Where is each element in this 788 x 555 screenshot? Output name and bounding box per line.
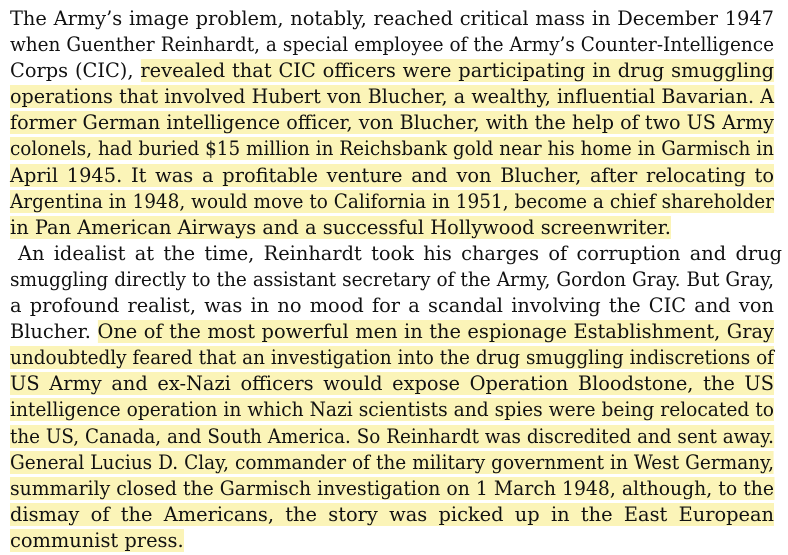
text-line (10, 136, 774, 162)
text-line (10, 450, 774, 476)
text-line (10, 502, 774, 528)
highlighted-text: US Army and ex-Nazi officers would expose Operation Bloodstone, the US (10, 372, 774, 396)
text-line (10, 424, 774, 450)
document-page (10, 6, 782, 554)
text-segment: Blucher. (10, 320, 98, 344)
text-line (10, 163, 774, 189)
text-line (10, 6, 774, 32)
highlighted-text: undoubtedly feared that an investigation into the drug smuggling indiscretions of (10, 346, 774, 370)
highlighted-text: General Lucius D. Clay, commander of the military government in West Germany, (10, 450, 774, 474)
highlighted-text: revealed that CIC officers were participating in drug smuggling (140, 59, 774, 83)
highlighted-text: summarily closed the Garmisch investigation on 1 March 1948, although, to the (10, 476, 774, 500)
text-segment: a profound realist, was in no mood for a scandal involving the CIC and von (10, 294, 774, 318)
highlighted-text: Argentina in 1948, would move to California in 1951, become a chief shareholder (10, 189, 774, 213)
text-line (10, 528, 774, 554)
highlighted-text: communist press. (10, 528, 184, 552)
text-line (10, 215, 774, 241)
highlighted-text: operations that involved Hubert von Blucher, a wealthy, influential Bavarian. A (10, 85, 774, 109)
text-segment: when Guenther Reinhardt, a special employee of the Army’s Counter-Intelligence (10, 33, 774, 57)
highlighted-text: dismay of the Americans, the story was picked up in the East European (10, 502, 774, 526)
highlighted-text: in Pan American Airways and a successful Hollywood screenwriter. (10, 215, 671, 239)
highlighted-text: former German intelligence officer, von Blucher, with the help of two US Army (10, 111, 774, 135)
text-line (10, 189, 774, 215)
highlighted-text: intelligence operation in which Nazi scientists and spies were being relocated to (10, 398, 774, 422)
highlighted-text: One of the most powerful men in the espionage Establishment, Gray (97, 320, 774, 344)
text-line (10, 319, 774, 345)
text-line (10, 267, 774, 293)
text-segment: Corps (CIC), (10, 59, 141, 83)
text-line (10, 371, 774, 397)
text-segment: smuggling directly to the assistant secretary of the Army, Gordon Gray. But Gray, (10, 267, 774, 291)
text-line (10, 397, 774, 423)
text-line (10, 32, 774, 58)
text-segment: An idealist at the time, Reinhardt took his charges of corruption and drug (17, 241, 782, 265)
text-line (10, 293, 774, 319)
highlighted-text: colonels, had buried $15 million in Reichsbank gold near his home in Garmisch in (10, 137, 774, 161)
highlighted-text: the US, Canada, and South America. So Reinhardt was discredited and sent away. (10, 424, 774, 448)
text-line (10, 241, 782, 267)
text-line (10, 84, 774, 110)
highlighted-text: April 1945. It was a profitable venture and von Blucher, after relocating to (10, 163, 774, 187)
text-line (10, 345, 774, 371)
text-segment: The Army’s image problem, notably, reached critical mass in December 1947 (10, 7, 774, 30)
text-line (10, 110, 774, 136)
text-line (10, 58, 774, 84)
text-line (10, 476, 774, 502)
